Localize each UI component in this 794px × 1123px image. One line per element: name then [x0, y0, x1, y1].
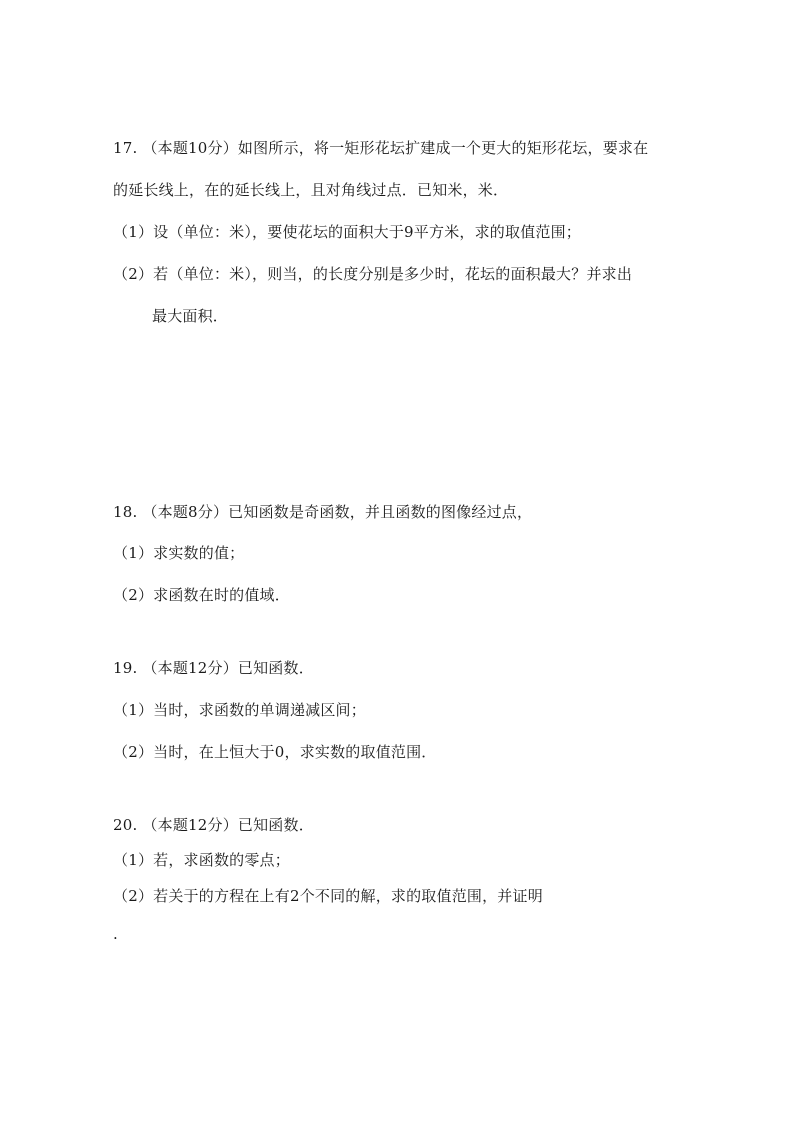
problem-18-statement: 18. （本题8分）已知函数是奇函数，并且函数的图像经过点，: [113, 503, 533, 521]
problem-18-part-1: （1）求实数的值；: [113, 544, 245, 562]
problem-17-part-2-continued: 最大面积．: [152, 307, 229, 325]
problem-20-part-1: （1）若，求函数的零点；: [113, 851, 290, 869]
problem-17-statement-line-1: 17. （本题10分）如图所示，将一矩形花坛扩建成一个更大的矩形花坛，要求在: [113, 139, 649, 157]
problem-17-part-2: （2）若（单位：米），则当，的长度分别是多少时，花坛的面积最大？并求出: [113, 265, 633, 283]
problem-20-trailing-mark: .: [113, 925, 118, 943]
problem-19-statement: 19. （本题12分）已知函数．: [113, 659, 314, 677]
problem-17-statement-line-2: 的延长线上，在的延长线上，且对角线过点．已知米，米．: [113, 181, 509, 199]
problem-19-part-2: （2）当时，在上恒大于0，求实数的取值范围．: [113, 743, 437, 761]
problem-18-part-2: （2）求函数在时的值域．: [113, 586, 290, 604]
problem-20-statement: 20. （本题12分）已知函数．: [113, 816, 314, 834]
problem-19-part-1: （1）当时，求函数的单调递减区间；: [113, 701, 366, 719]
problem-17-part-1: （1）设（单位：米），要使花坛的面积大于9平方米，求的取值范围；: [113, 223, 581, 241]
problem-20-part-2: （2）若关于的方程在上有2个不同的解，求的取值范围，并证明: [113, 887, 543, 905]
